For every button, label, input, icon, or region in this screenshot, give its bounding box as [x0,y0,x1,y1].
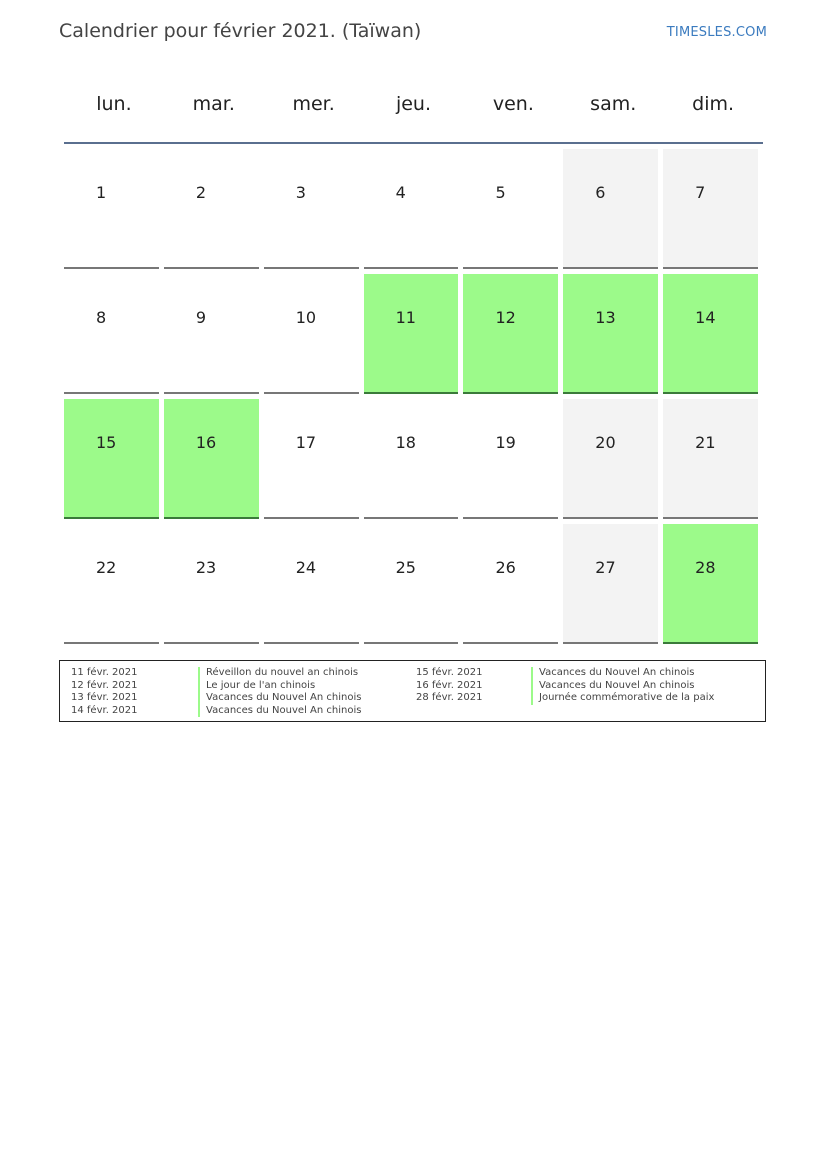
day-number: 17 [295,433,317,452]
holiday-legend [59,660,766,722]
legend-holiday-name: Vacances du Nouvel An chinois [198,692,361,705]
legend-date: 16 févr. 2021 [416,679,483,691]
calendar-week-row [64,519,763,644]
day-number: 24 [295,558,317,577]
day-cell[interactable] [463,399,558,519]
day-cell[interactable] [264,399,359,519]
legend-dates-left [71,667,138,717]
legend-holiday-name: Vacances du Nouvel An chinois [198,705,361,718]
page-title: Calendrier pour février 2021. (Taïwan) [59,20,422,42]
day-number: 15 [96,433,117,452]
day-number: 26 [495,558,516,577]
legend-date: 14 févr. 2021 [71,704,138,716]
day-cell-holiday[interactable] [463,274,558,394]
day-number: 23 [195,558,217,577]
legend-date: 12 févr. 2021 [71,679,138,691]
weekday-label: ven. [492,93,534,115]
day-number: 25 [395,558,416,577]
day-cell[interactable] [264,274,359,394]
day-number: 22 [96,558,117,577]
day-number: 7 [695,183,706,202]
legend-holiday-name: Le jour de l'an chinois [198,680,361,693]
legend-holiday-name: Journée commémorative de la paix [531,692,714,705]
legend-names-right [531,667,714,705]
day-cell-holiday[interactable] [663,524,758,644]
day-number: 3 [295,183,306,202]
day-cell[interactable] [164,274,259,394]
weekday-label: mer. [292,93,335,115]
day-cell[interactable] [364,524,459,644]
day-cell-weekend[interactable] [663,149,758,269]
calendar-grid [64,70,763,644]
day-cell[interactable] [364,149,459,269]
day-cell[interactable] [64,149,159,269]
day-cell[interactable] [463,524,558,644]
day-cell[interactable] [364,399,459,519]
calendar-week-row [64,394,763,519]
day-number: 12 [495,308,516,327]
weekday-label: jeu. [395,93,432,115]
day-number: 9 [195,308,207,327]
day-cell-weekend[interactable] [563,149,658,269]
day-number: 6 [595,183,606,202]
day-number: 19 [495,433,516,452]
legend-holiday-name: Vacances du Nouvel An chinois [531,667,714,680]
legend-names-left [198,667,361,717]
calendar-week-row [64,269,763,394]
weekday-label: sam. [590,93,637,115]
legend-date: 15 févr. 2021 [416,667,483,678]
legend-holiday-name: Réveillon du nouvel an chinois [198,667,361,680]
day-number: 27 [595,558,616,577]
day-cell[interactable] [264,149,359,269]
day-number: 8 [96,308,107,327]
day-cell[interactable] [164,149,259,269]
day-cell-weekend[interactable] [563,399,658,519]
legend-date: 11 févr. 2021 [71,667,138,678]
day-number: 1 [96,183,107,202]
day-number: 20 [595,433,616,452]
day-number: 18 [395,433,416,452]
day-number: 4 [395,183,406,202]
day-cell-holiday[interactable] [164,399,259,519]
legend-date: 13 févr. 2021 [71,692,138,704]
day-cell-holiday[interactable] [663,274,758,394]
day-cell[interactable] [264,524,359,644]
calendar-weeks [64,144,763,644]
day-number: 21 [695,433,716,452]
weekday-label: mar. [192,93,235,115]
legend-dates-right [416,667,483,705]
day-number: 10 [295,308,317,327]
brand-logo[interactable]: TIMESLES.COM [666,25,767,40]
weekday-header [64,70,763,144]
day-number: 13 [595,308,616,327]
day-cell-holiday[interactable] [563,274,658,394]
day-cell-weekend[interactable] [563,524,658,644]
day-cell-holiday[interactable] [64,399,159,519]
weekday-label: lun. [96,93,132,115]
legend-holiday-name: Vacances du Nouvel An chinois [531,680,714,693]
day-number: 5 [495,183,506,202]
day-cell[interactable] [64,524,159,644]
day-number: 14 [695,308,716,327]
day-number: 11 [395,308,416,327]
day-number: 16 [195,433,217,452]
day-cell-holiday[interactable] [364,274,459,394]
day-cell-weekend[interactable] [663,399,758,519]
calendar-week-row [64,144,763,269]
day-number: 2 [195,183,207,202]
day-cell[interactable] [463,149,558,269]
day-number: 28 [695,558,716,577]
legend-date: 28 févr. 2021 [416,692,483,704]
day-cell[interactable] [64,274,159,394]
day-cell[interactable] [164,524,259,644]
weekday-label: dim. [692,93,735,115]
